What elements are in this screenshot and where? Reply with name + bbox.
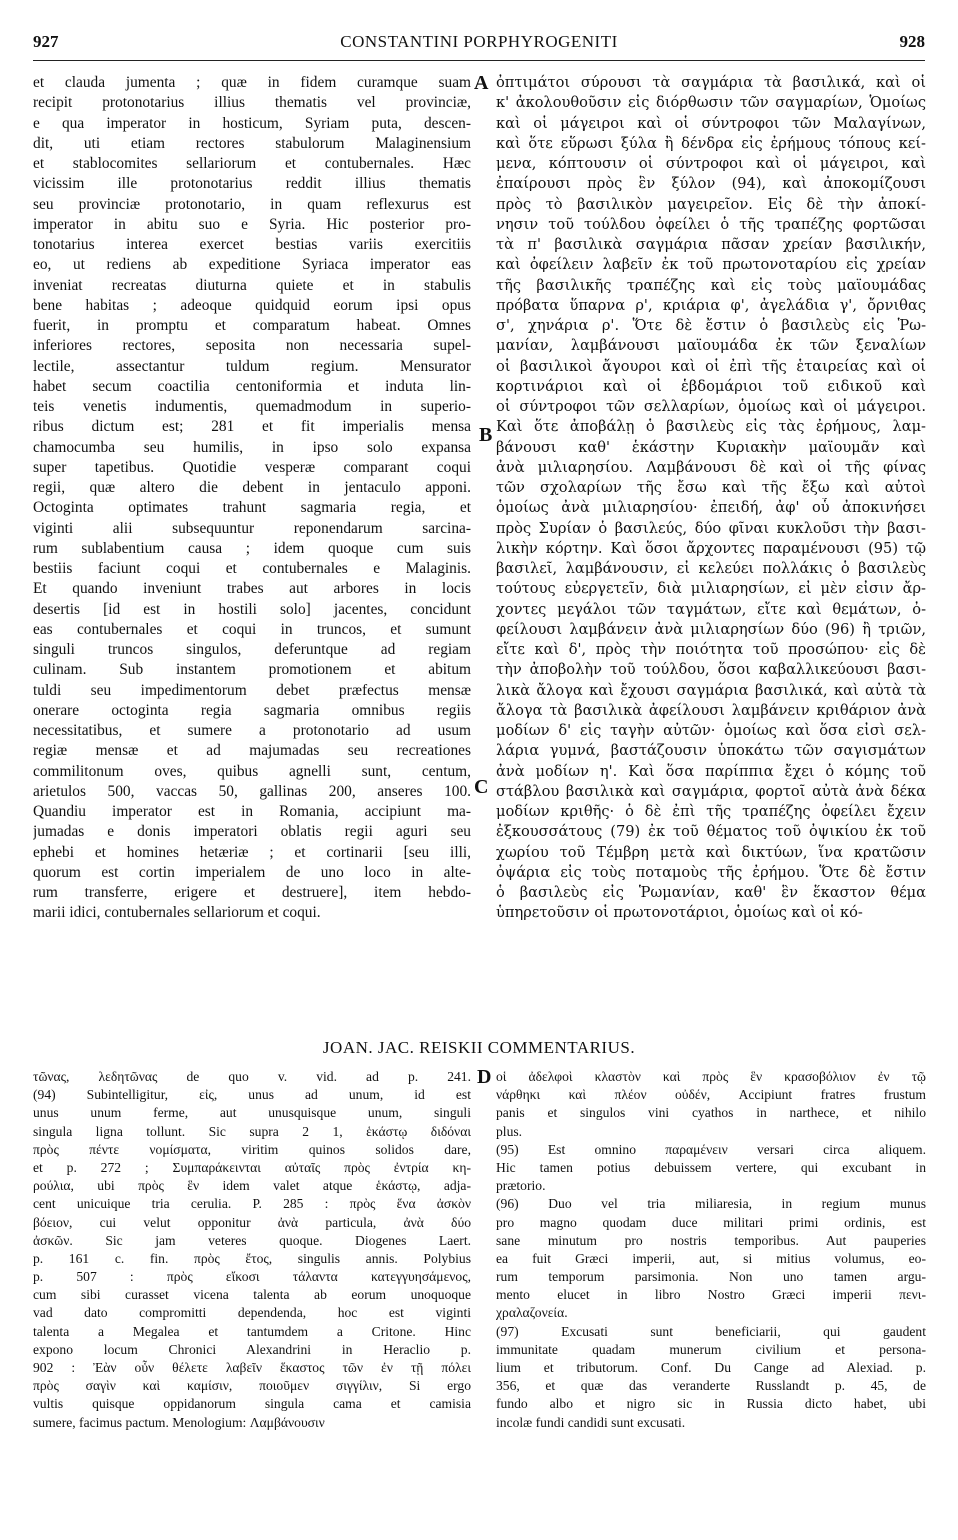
latin-text-line: bene habitas ; adeoque quidquid eorum ipsi opus	[33, 296, 471, 314]
commentary-line: 902 : Ἐὰν οὖν θέλετε λαβεῖν ἕκαστος τῶν ἐν τῇ πόλει	[33, 1360, 471, 1375]
greek-text-line: στάβλου βασιλικὰ καὶ σαγμάρια, φορτοῖ αὐτὰ ἀνὰ δέκα	[496, 782, 926, 800]
commentary-title: JOAN. JAC. REISKII COMMENTARIUS.	[322, 1038, 636, 1057]
greek-text-line: ὑπηρετοῦσιν οἱ πρωτονοτάριοι, ὁμοίως καὶ οἱ κό-	[496, 904, 863, 922]
commentary-line: rum temporum parsimonia. Non uno tamen argu-	[496, 1269, 926, 1285]
margin-letter-a: A	[474, 72, 489, 94]
commentary-line: unus unum ferme, aut unusquisque unum, singuli	[33, 1105, 471, 1121]
commentary-line: ἀσκῶν. Sic jam veteres quoque. Diogenes Laert.	[33, 1232, 471, 1248]
latin-text-line: vicissim ille protonotarius reddit illius thematis	[33, 175, 471, 193]
greek-text-line: μοδίων κριθῆς· ὁ δὲ ἐπὶ τῆς τραπέζης ὀφείλει ἔχειν	[496, 803, 926, 820]
latin-text-line: imperator in abitu suo e Syria. Hic posterior pro-	[33, 215, 471, 233]
header-rule	[33, 60, 925, 61]
greek-text-line: οἱ βασιλικοὶ ἄγουροι καὶ οἱ ἐπὶ τῆς ἑταιρείας καὶ οἱ	[496, 357, 926, 375]
page-number-left: 927	[33, 32, 59, 51]
commentary-line: (95) Est omnino παραμένειν versari circa aliquem.	[496, 1141, 926, 1157]
latin-text-line: seu provinciæ protonotario, in quam reflexurus est	[33, 195, 471, 213]
margin-letter-c: C	[474, 776, 489, 798]
commentary-line: sane minutum pro nostris temporibus. Aut pauperies	[496, 1232, 926, 1248]
commentary-line: χραλαζονεία.	[496, 1305, 568, 1321]
commentary-line: πρὸς σαγὶν καὶ καμίσιν, ποιοῦμεν σιγγίλιν, Si ergo	[33, 1378, 471, 1394]
commentary-line: panis et singulos vini cyathos in narthece, et nihilo	[496, 1105, 926, 1121]
greek-text-line: λικὰ ἄλογα καὶ ἔχουσι σαγμάρια βασιλικά, καὶ αὐτὰ τὰ	[496, 681, 926, 699]
latin-text-line: et clauda jumenta ; quæ in fidem curamque suam	[33, 74, 471, 91]
greek-text-line: βάνουσι καθ' ἑκάστην Κυριακὴν μαϊουμᾶν καὶ	[496, 438, 926, 456]
greek-text-line: ὀπτιμάτοι σύρουσι τὰ σαγμάρια τὰ βασιλικά, καὶ οἱ	[496, 74, 926, 91]
latin-text-line: super tapetibus. Quotidie vesperæ comparant coqui	[33, 458, 471, 476]
latin-text-line: jumadas e donis imperatori oblatis regii aguri seu	[33, 823, 471, 841]
greek-text-line: κορτινάριοι καὶ οἱ ἑβδομάριοι τοῦ ειδικοῦ καὶ	[496, 377, 926, 395]
greek-text-line: φείλουσι λαμβάνειν ἀνὰ μιλιαρησίων δύο (96) ἢ τριῶν,	[496, 620, 926, 638]
commentary-line: Hic tamen potius debuissem vertere, qui excubant in	[496, 1159, 926, 1175]
commentary-line: (96) Duo vel tria miliaresia, in regium munus	[496, 1196, 926, 1212]
commentary-line: νάρθηκι καὶ πλέον οὐδέν, Accipiunt fratres frustum	[496, 1087, 926, 1103]
latin-text-line: onerare octoginta regia sagmaria omnibus regiis	[33, 701, 471, 719]
commentary-line: ρούλια, ubi πρὸς ἓν idem valet atque ἑκάστῳ, adja-	[33, 1178, 471, 1194]
commentary-line: (97) Excusati sunt beneficiarii, qui gaudent	[496, 1323, 926, 1339]
latin-text-line: regiæ mensæ et ad majumadas seu recreationes	[33, 742, 471, 760]
commentary-line: sumere, facimus pactum. Menologium: Λαμβάνουσιν	[33, 1414, 325, 1430]
latin-text-line: et stablocomites sellariorum et contubernales. Hæc	[33, 155, 471, 172]
commentary-line: p. 161 c. fin. πρὸς ἔτος, singulis annis. Polybius	[33, 1250, 471, 1266]
latin-text-line: recipit protonotarius illius thematis vel provinciæ,	[33, 94, 471, 112]
latin-text-line: bestiis faciunt coqui et contubernales e Malaginis.	[33, 560, 471, 577]
commentary-line: (94) Subintelligitur, εἰς, unus ad unum, id est	[33, 1087, 471, 1103]
commentary-line: vad dato compromitti dependenda, hoc est viginti	[33, 1305, 471, 1321]
greek-text-line: βασιλεῖ, λαμβάνουσιν, εἰ κελεύει πολλάκις ὁ βασιλεὺς	[496, 560, 926, 577]
greek-text-line: κ' ἀκολουθοῦσιν εἰς διόρθωσιν τῶν σαγμαρίων, Ὁμοίως	[496, 94, 926, 112]
commentary-line: vultis quisque oppidanorum singula cama et camisia	[33, 1396, 471, 1412]
latin-text-line: inferiores rectores, seposita non necessaria supel-	[33, 337, 471, 355]
commentary-line: talenta a Megalea et tantumdem a Critone. Hinc	[33, 1323, 471, 1339]
commentary-line: plus.	[496, 1123, 523, 1139]
greek-text-line: πρὸς τὸ βασιλικὸν μαγειρεῖον. Εἰς δὲ τὴν ἀποκί-	[496, 195, 926, 213]
latin-text-line: habet secum coactilia centoniformia et induta lin-	[33, 377, 471, 395]
latin-text-line: ribus dictum est; 281 et fit imperialis mensa	[33, 418, 471, 436]
greek-text-line: τὰ π' βασιλικὰ σαγμάρια πᾶσαν χρείαν βασιλικήν,	[496, 236, 926, 253]
greek-text-line: τῶν σχολαρίων τῆς ἔσω καὶ τῆς ἔξω καὶ αὐτοὶ	[496, 479, 926, 496]
greek-text-line: χωρίου τοῦ Τέμβρη μετὰ καὶ δικτύων, ἵνα κρατῶσιν	[496, 843, 926, 861]
commentary-line: πρὸς πέντε νομίσματα, viritim quinos solidos dare,	[33, 1141, 471, 1157]
commentary-line: pro magno quodam duce militari primi ordinis, est	[496, 1214, 926, 1230]
commentary-line: incolæ fundi candidi sunt excusati.	[496, 1414, 686, 1430]
latin-text-line: Et quando inveniunt trabes aut arbores in locis	[33, 580, 471, 598]
latin-text-line: arietulos 500, vaccas 50, gallinas 200, anseres 100.	[33, 782, 471, 800]
latin-text-line: singuli truncos singulos, deferuntque ad regiam	[33, 641, 471, 658]
latin-text-line: rum sublabentium causa ; idem quoque cum suis	[33, 539, 471, 557]
greek-text-line: τὴν ἀποβολὴν τοῦ τούλδου, ὅσοι καβαλλικεύουσι βασι-	[496, 661, 926, 679]
commentary-line: τῶνας, λεδητῶνας de quo v. vid. ad p. 241.	[33, 1069, 471, 1084]
latin-text-line: eo, ut rediens ab expeditione Syriaca imperator eas	[33, 256, 471, 274]
greek-text-line: τῆς βασιλικῆς τραπέζης καὶ εἰς τοὺς μαϊουμάδας	[496, 276, 926, 294]
greek-text-line: ἀνὰ μοδίων η'. Καὶ ὅσα παρίππια ἔχει ὁ κόμης τοῦ	[496, 762, 926, 780]
latin-text-line: e qua imperator in hosticum, Syriam puta, descen-	[33, 114, 471, 132]
commentary-line: immunitate quadam munerum civilium et persona-	[496, 1341, 926, 1357]
greek-text-line: πρόβατα ὕπαρνα ρ', κριάρια φ', ἀγελάδια γ', ὄρνιθας	[496, 296, 926, 314]
margin-letter-d: D	[477, 1066, 492, 1088]
greek-text-line: λάρια γυμνά, βαστάζουσιν ὑποκάτω τῶν σαγισμάτων	[496, 742, 926, 760]
commentary-line: p. 507 : πρὸς εἴκοσι τάλαντα κατεγγυησάμενος,	[33, 1269, 471, 1285]
running-title: CONSTANTINI PORPHYROGENITI	[340, 32, 618, 51]
greek-text-column	[496, 73, 926, 924]
margin-letter-b: B	[479, 424, 493, 446]
greek-text-line: ἄλογα τὰ βασιλικὰ ἀφείλουσι λαμβάνειν κριθάριον ἀνὰ	[496, 701, 926, 719]
commentary-right-column	[496, 1068, 926, 1432]
commentary-line: prætorio.	[496, 1178, 546, 1194]
latin-text-line: tonotarius interea exercet bestias variis exercitiis	[33, 236, 471, 253]
greek-text-line: νησιν τοῦ τούλδου ὀφείλει ὁ τῆς τραπέζης φορτῶσαι	[496, 215, 926, 233]
latin-text-line: commilitonum oves, quibus agnelli sunt, centum,	[33, 762, 471, 780]
latin-text-line: lectile, assectantur tuldum regium. Mensurator	[33, 357, 471, 375]
greek-text-line: ὁμοίως ἀνὰ μιλιαρησίου· ἐπειδή, ἀφ' οὗ ἀποκινήσει	[496, 499, 926, 517]
greek-text-line: ὀψάρια εἰς τοὺς ποταμοὺς τῆς ἐρήμου. Ὅτε δὲ ἔστιν	[496, 863, 926, 881]
latin-text-line: Octoginta optimates trahunt sagmaria regia, et	[33, 499, 471, 517]
commentary-line: lium et tributorum. Conf. Du Cange ad Alexiad. p.	[496, 1360, 926, 1375]
greek-text-line: χοντες μεγάλοι τῶν ταγμάτων, εἴτε καὶ θεμάτων, ὀ-	[496, 600, 926, 618]
latin-text-line: chamocumba seu humilis, in ipso solo expansa	[33, 438, 471, 456]
page-number-right: 928	[899, 32, 925, 51]
commentary-line: fundo albo et nigro sic in Russia dicto habet, ubi	[496, 1396, 926, 1412]
latin-text-line: inveniat recreatas diuturna quiete et in stabulis	[33, 276, 471, 294]
latin-text-line: ephebi et homines hetæriæ ; et cortinarii [seu illi,	[33, 843, 471, 861]
greek-text-line: καὶ ὀφείλειν λαβεῖν ἐκ τοῦ πρωτονοταρίου εἰς χρείαν	[496, 256, 926, 274]
commentary-line: expono locum Chronici Alexandrini in Heraclio p.	[33, 1341, 471, 1357]
greek-text-line: οἱ σύντροφοι τῶν σελλαρίων, ὁμοίως καὶ οἱ μάγειροι.	[496, 398, 926, 415]
greek-text-line: σ', χηνάρια ρ'. Ὅτε δὲ ἔστιν ὁ βασιλεὺς εἰς Ῥω-	[496, 317, 926, 334]
greek-text-line: εἴτε καὶ δ', πρὸς τὴν ποιότητα τοῦ προσώπου· εἰς δὲ	[496, 641, 926, 658]
greek-text-line: ἀνὰ μιλιαρησίου. Λαμβάνουσι δὲ καὶ οἱ τῆς φίνας	[496, 458, 926, 476]
latin-text-line: eas contubernales et coqui in truncos, et sumunt	[33, 620, 471, 638]
latin-text-line: dit, uti etiam rectores stabulorum Malaginensium	[33, 134, 471, 152]
commentary-line: et p. 272 ; Συμπαράκεινται αὐταῖς πρὸς ἐντρία κη-	[33, 1159, 471, 1175]
greek-text-line: μοδίων δ' εἰς ταγὴν αὐτῶν· ὁμοίως καὶ ὅσα εἰσὶ σελ-	[496, 722, 926, 739]
latin-text-line: tuldi seu impedimentorum debet præfectus mensæ	[33, 681, 471, 699]
commentary-line: mento elucet in libro Nostro Græci imperii πενι-	[496, 1287, 926, 1303]
commentary-line: cum sibi curasset vicena talenta ab eorum unoquoque	[33, 1287, 471, 1303]
greek-text-line: μενα, κόπτουσιν οἱ σύντροφοι καὶ οἱ μάγειροι, καὶ	[496, 155, 926, 172]
greek-text-line: ἐπαίρουσι πρὸς ἓν ξύλον (94), καὶ ἀποκομίζουσι	[496, 175, 926, 193]
greek-text-line: τούτους εὐεργετεῖν, διὰ μιλιαρησίων, εἰ μὲν εἰσιν ἄρ-	[496, 580, 926, 598]
commentary-line: βόειον, cui velut opponitur ἀνὰ particula, ἀνὰ δύο	[33, 1214, 471, 1230]
latin-text-line: quorum est cortin imperialem de uno loco in alte-	[33, 863, 471, 881]
latin-text-line: necessitatibus, et sumere a protonotario ad usum	[33, 722, 471, 739]
latin-text-line: desertis [id est in hostili solo] jacentes, concidunt	[33, 600, 471, 618]
commentary-line: singula ligna tollunt. Sic supra 2 1, ἑκάστῳ διδόναι	[33, 1123, 471, 1139]
greek-text-line: πρὸς Συρίαν ὁ βασιλεύς, δύο φῖναι κυκλοῦσι τὴν βασι-	[496, 519, 926, 537]
greek-text-line: Καὶ ὅτε ἀποβάλῃ ὁ βασιλεὺς εἰς τὰς ἐρήμους, λαμ-	[496, 418, 926, 436]
latin-text-line: Quandiu imperator est in Romania, accipiunt ma-	[33, 803, 471, 820]
latin-text-line: marii idici, contubernales sellariorum et coqui.	[33, 904, 321, 922]
commentary-line: οἱ ἀδελφοὶ κλαστὸν καὶ πρὸς ἓν κρασοβόλιον ἐν τῷ	[496, 1069, 926, 1084]
latin-text-column	[33, 73, 471, 924]
running-header	[33, 32, 925, 58]
greek-text-line: ὁ βασιλεὺς εἰς Ῥωμανίαν, καθ' ἓν ἕκαστον θέμα	[496, 884, 926, 901]
commentary-line: ea fuit Græci imperii, aut, si mitius volumus, eo-	[496, 1250, 926, 1266]
latin-text-line: rum transferre, erigere et destruere], item hebdo-	[33, 884, 471, 901]
latin-text-line: viginti alii subsequuntur reponendarum sarcina-	[33, 519, 471, 537]
commentary-line: cent unicuique tria cerulia. P. 285 : πρὸς ἕνα ἀσκὸν	[33, 1196, 471, 1212]
greek-text-line: καὶ οἱ μάγειροι καὶ οἱ σύντροφοι τῶν Μαλαγίνων,	[496, 114, 926, 132]
greek-text-line: λικὴν κόρτην. Καὶ ὅσοι ἄρχοντες παραμένουσι (95) τῷ	[496, 539, 926, 557]
latin-text-line: regii, quæ altero die debent in jentaculo apponi.	[33, 479, 471, 496]
latin-text-line: culinam. Sub instantem promotionem et abitum	[33, 661, 471, 679]
commentary-left-column	[33, 1068, 471, 1432]
commentary-line: 356, et quæ das veranderte Russlandt p. 45, de	[496, 1378, 926, 1394]
greek-text-line: καὶ ὅτε εὕρωσι ξύλα ἢ δένδρα εἰς ἐρήμους τόπους κεί-	[496, 134, 926, 152]
latin-text-line: fuerit, in promptu et comparatum habeat. Omnes	[33, 317, 471, 334]
greek-text-line: μανίαν, λαμβάνουσι μαϊουμάδα ἐκ τῶν ξεναλίων	[496, 337, 926, 355]
greek-text-line: ἐξκουσσάτους (79) ἐκ τοῦ θέματος τοῦ ὀψικίου ἐκ τοῦ	[496, 823, 926, 841]
latin-text-line: teis venetis indumentis, quemadmodum in superio-	[33, 398, 471, 415]
